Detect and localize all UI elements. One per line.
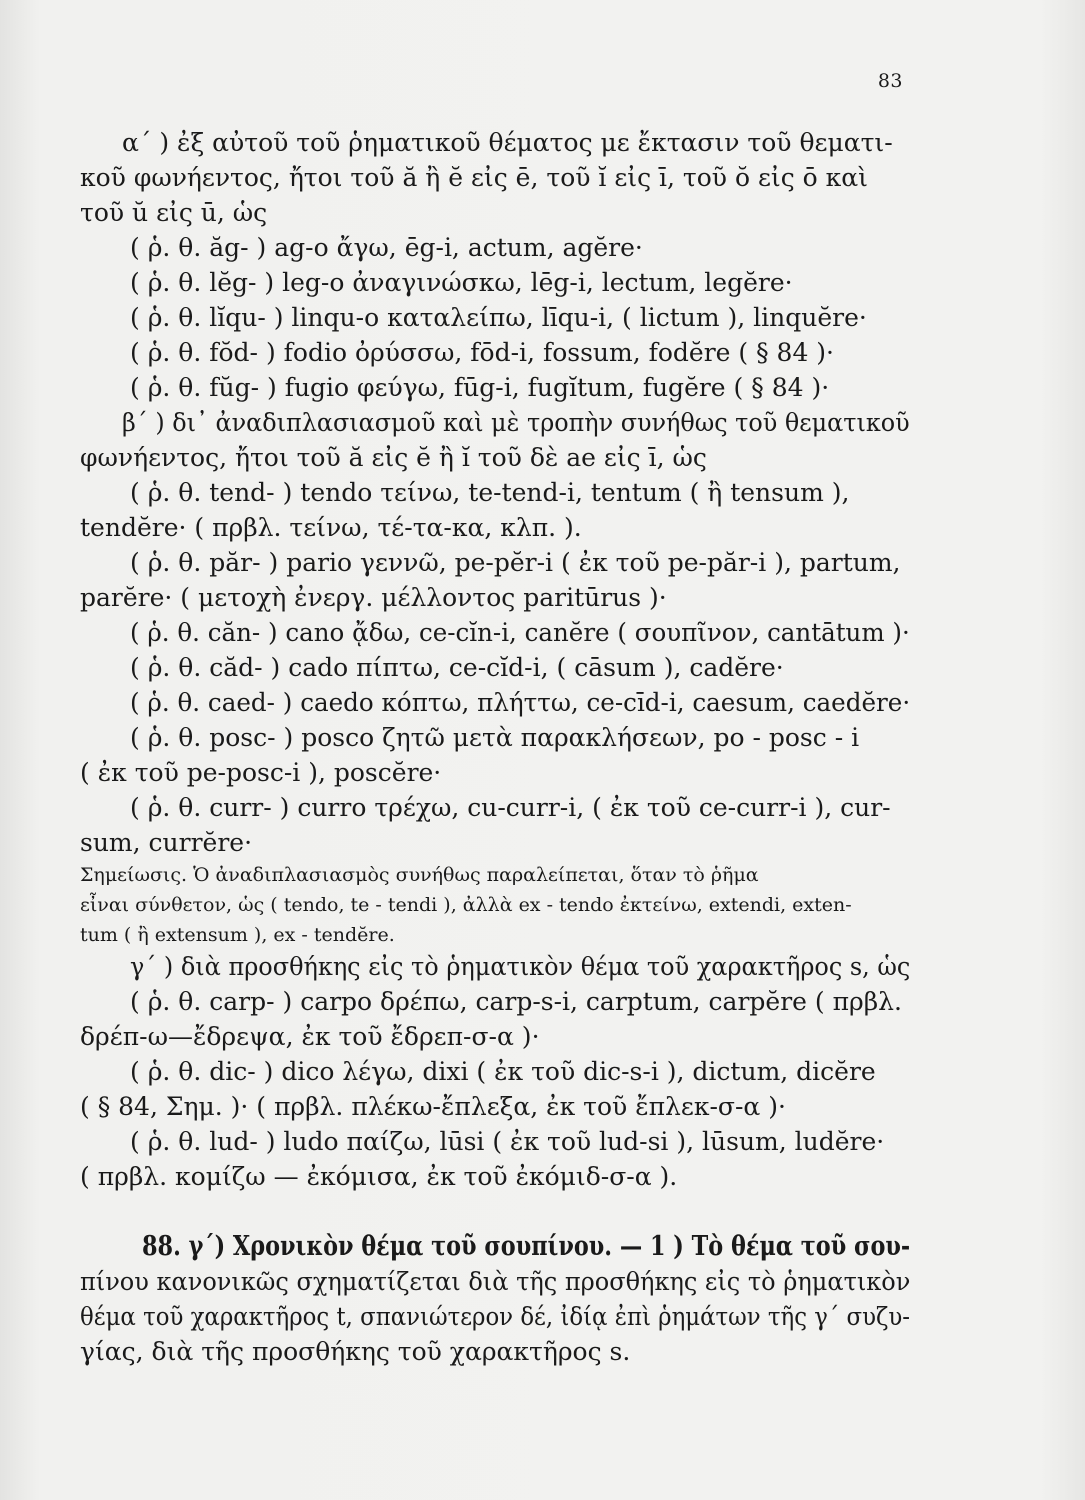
note-line: εἶναι σύνθετον, ὡς ( tendo, te - tendi ), ἀλλὰ ex - tendo ἐκτείνω, extendi, exten-: [80, 894, 852, 916]
text-line: ( ῥ. θ. carp- ) carpo δρέπω, carp-s-i, carptum, carpĕre ( πρβλ.: [130, 987, 902, 1016]
text-line: ( ῥ. θ. lud- ) ludo παίζω, lūsi ( ἐκ τοῦ lud-si ), lūsum, ludĕre·: [130, 1127, 885, 1156]
section-heading: 88. γ΄) Χρονικὸν θέμα τοῦ σουπίνου. — 1 ) Τὸ θέμα τοῦ σου-: [142, 1231, 911, 1262]
text-line: θέμα τοῦ χαρακτῆρος t, σπανιώτερον δέ, ἰδίᾳ ἐπὶ ῥημάτων τῆς γ΄ συζυ-: [80, 1302, 910, 1331]
text-line: ( ῥ. θ. lĕg- ) leg-o ἀναγινώσκω, lēg-i, lectum, legĕre·: [130, 268, 793, 297]
text-line: ( ῥ. θ. dic- ) dico λέγω, dixi ( ἐκ τοῦ dic-s-i ), dictum, dicĕre: [130, 1057, 876, 1086]
text-line: ( ῥ. θ. fŭg- ) fugio φεύγω, fūg-i, fugĭtum, fugĕre ( § 84 )·: [130, 373, 830, 402]
text-line: ( ῥ. θ. căd- ) cado πίπτω, ce-cĭd-i, ( cāsum ), cadĕre·: [130, 653, 784, 682]
text-line: parĕre· ( μετοχὴ ἐνεργ. μέλλοντος paritūrus )·: [80, 583, 667, 612]
text-line: ( πρβλ. κομίζω — ἐκόμισα, ἐκ τοῦ ἐκόμιδ-σ-α ).: [80, 1162, 678, 1191]
text-line: sum, currĕre·: [80, 828, 253, 857]
text-line: ( ῥ. θ. posc- ) posco ζητῶ μετὰ παρακλήσεων, po - posc - i: [130, 723, 860, 752]
text-line: κοῦ φωνήεντος, ἤτοι τοῦ ă ἢ ĕ εἰς ē, τοῦ ĭ εἰς ī, τοῦ ŏ εἰς ō καὶ: [80, 163, 868, 192]
text-line: ( § 84, Σημ. )· ( πρβλ. πλέκω-ἔπλεξα, ἐκ τοῦ ἔπλεκ-σ-α )·: [80, 1092, 786, 1121]
text-line: ( ῥ. θ. tend- ) tendo τείνω, te-tend-i, tentum ( ἢ tensum ),: [130, 478, 850, 507]
text-line: β΄ ) δι᾿ ἀναδιπλασιασμοῦ καὶ μὲ τροπὴν συνήθως τοῦ θεματικοῦ: [122, 408, 910, 437]
text-line: γ΄ ) διὰ προσθήκης εἰς τὸ ῥηματικὸν θέμα τοῦ χαρακτῆρος s, ὡς: [130, 952, 911, 981]
text-line: ( ῥ. θ. ăg- ) ag-o ἄγω, ēg-i, actum, agĕre·: [130, 233, 643, 262]
text-line: ( ῥ. θ. curr- ) curro τρέχω, cu-curr-i, ( ἐκ τοῦ ce-curr-i ), cur-: [130, 793, 891, 822]
text-line: tendĕre· ( πρβλ. τείνω, τέ-τα-κα, κλπ. ).: [80, 513, 582, 542]
text-line: α΄ ) ἐξ αὐτοῦ τοῦ ῥηματικοῦ θέματος με ἔκτασιν τοῦ θεματι-: [122, 128, 893, 157]
note-line: Σημείωσις. Ὁ ἀναδιπλασιασμὸς συνήθως παραλείπεται, ὅταν τὸ ῥῆμα: [80, 864, 759, 886]
text-line: γίας, διὰ τῆς προσθήκης τοῦ χαρακτῆρος s.: [80, 1337, 631, 1366]
page-number: 83: [877, 70, 903, 92]
text-line: ( ἐκ τοῦ pe-posc-i ), poscĕre·: [80, 758, 442, 787]
text-line: φωνήεντος, ἤτοι τοῦ ă εἰς ĕ ἢ ĭ τοῦ δὲ ae εἰς ī, ὡς: [80, 443, 707, 472]
text-line: ( ῥ. θ. lĭqu- ) linqu-o καταλείπω, līqu-i, ( lictum ), linquĕre·: [130, 303, 867, 332]
text-line: ( ῥ. θ. fŏd- ) fodio ὀρύσσω, fōd-i, fossum, fodĕre ( § 84 )·: [130, 338, 835, 367]
text-line: τοῦ ŭ εἰς ū, ὡς: [80, 198, 268, 227]
text-line: ( ῥ. θ. păr- ) pario γεννῶ, pe-pĕr-i ( ἐκ τοῦ pe-păr-i ), partum,: [130, 548, 901, 577]
text-line: δρέπ-ω—ἔδρεψα, ἐκ τοῦ ἔδρεπ-σ-α )·: [80, 1022, 540, 1051]
text-line: ( ῥ. θ. caed- ) caedo κόπτω, πλήττω, ce-cīd-i, caesum, caedĕre·: [130, 688, 911, 717]
text-line: πίνου κανονικῶς σχηματίζεται διὰ τῆς προσθήκης εἰς τὸ ῥηματικὸν: [80, 1267, 911, 1296]
text-line: ( ῥ. θ. căn- ) cano ᾄδω, ce-cĭn-i, canĕre ( σουπῖνον, cantātum )·: [130, 618, 910, 647]
note-line: tum ( ἢ extensum ), ex - tendĕre.: [80, 924, 395, 946]
